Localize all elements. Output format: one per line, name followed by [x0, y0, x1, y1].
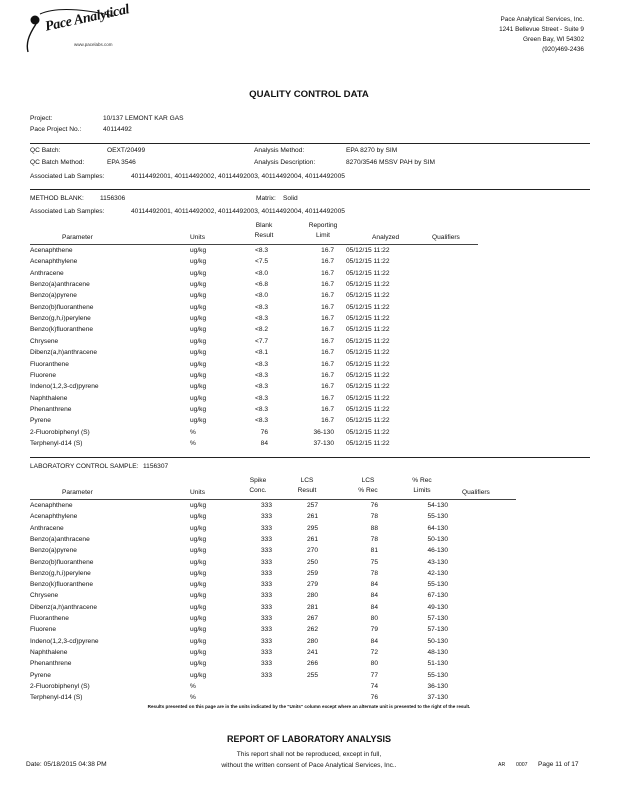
units-cell: ug/kg [190, 303, 207, 311]
divider [30, 143, 590, 144]
blank-result-cell: <7.5 [254, 258, 268, 266]
blank-result-cell: 76 [260, 428, 268, 436]
reporting-limit-cell: 16.7 [321, 360, 334, 368]
units-cell: % [190, 428, 196, 436]
parameter-cell: Fluorene [30, 371, 57, 379]
units-cell: ug/kg [190, 394, 207, 402]
column-header-qualifiers: Qualifiers [462, 489, 490, 496]
parameter-cell: Pyrene [30, 671, 51, 679]
units-cell: ug/kg [190, 592, 207, 600]
table-row [0, 316, 618, 327]
analyzed-cell: 05/12/15 11:22 [346, 315, 390, 323]
analyzed-cell: 05/12/15 11:22 [346, 439, 390, 447]
table-row [0, 305, 618, 316]
table-row [0, 282, 618, 293]
divider [30, 189, 590, 190]
reporting-limit-cell: 36-130 [313, 428, 334, 436]
lcs-result-cell: 261 [306, 535, 318, 543]
lcs-result-cell: 257 [306, 502, 318, 509]
header-text: % Rec [358, 486, 378, 494]
analysis-method-value: EPA 8270 by SIM [346, 147, 398, 154]
rec-limits-cell: 57-130 [427, 615, 448, 622]
rec-limits-cell: 50-130 [427, 637, 448, 645]
units-cell: ug/kg [190, 349, 207, 357]
rec-limits-cell: 55-130 [427, 513, 448, 521]
table-row [0, 593, 618, 604]
method-blank-label: METHOD BLANK: [30, 195, 84, 202]
report-date: Date: 05/18/2015 04:38 PM [26, 761, 107, 768]
reporting-limit-cell: 16.7 [321, 303, 334, 311]
table-row [0, 384, 618, 395]
units-cell: ug/kg [190, 603, 207, 611]
parameter-cell: Dibenz(a,h)anthracene [30, 603, 98, 611]
header-text: Reporting [308, 222, 338, 229]
units-cell: ug/kg [190, 513, 207, 521]
column-header-spike-conc [236, 476, 280, 495]
units-cell: ug/kg [190, 535, 207, 543]
lcs-result-cell: 281 [306, 603, 318, 611]
reporting-limit-cell: 16.7 [321, 258, 334, 266]
table-row [0, 271, 618, 282]
blank-result-cell: <8.2 [254, 326, 268, 334]
lcs-rec-cell: 88 [370, 524, 378, 532]
address-line: Green Bay, WI 54302 [523, 36, 584, 43]
lcs-result-cell: 280 [306, 637, 318, 645]
qc-batch-method-value: EPA 3546 [107, 159, 136, 166]
analyzed-cell: 05/12/15 11:22 [346, 383, 390, 391]
rec-limits-cell: 48-130 [427, 648, 448, 656]
parameter-cell: 2-Fluorobiphenyl (S) [30, 428, 90, 436]
parameter-cell: Chrysene [30, 337, 59, 345]
units-cell: ug/kg [190, 405, 207, 413]
units-cell: ug/kg [190, 524, 207, 532]
rec-limits-cell: 43-130 [427, 558, 448, 566]
lcs-rec-cell: 76 [370, 694, 378, 702]
report-title: REPORT OF LABORATORY ANALYSIS [226, 734, 392, 744]
table-row [0, 526, 618, 537]
units-cell: ug/kg [190, 671, 207, 679]
units-cell: ug/kg [190, 502, 207, 509]
page-number: Page 11 of 17 [538, 761, 579, 768]
blank-result-cell: <8.3 [254, 371, 268, 379]
column-header-rec-limits [400, 476, 444, 495]
column-header-lcs-result [284, 476, 330, 495]
analyzed-cell: 05/12/15 11:22 [346, 405, 390, 413]
matrix-label: Matrix: [256, 195, 276, 202]
header-text: Blank [255, 222, 273, 229]
parameter-cell: Benzo(a)anthracene [30, 281, 90, 289]
parameter-cell: Dibenz(a,h)anthracene [30, 349, 98, 357]
units-cell: % [190, 694, 196, 702]
lcs-rec-cell: 78 [370, 569, 378, 577]
footer-line-1: This report shall not be reproduced, except in full, [236, 751, 382, 758]
associated-samples-label: Associated Lab Samples: [30, 208, 105, 215]
lcs-rec-cell: 84 [370, 592, 378, 600]
column-header-parameter: Parameter [62, 234, 93, 241]
units-cell: ug/kg [190, 648, 207, 656]
analyzed-cell: 05/12/15 11:22 [346, 360, 390, 368]
parameter-cell: Benzo(a)anthracene [30, 535, 90, 543]
spike-conc-cell: 333 [260, 615, 272, 622]
column-header-blank [242, 221, 286, 240]
reporting-limit-cell: 16.7 [321, 349, 334, 357]
header-text: Spike [249, 477, 267, 484]
lcs-result-cell: 250 [306, 558, 318, 566]
header-text: Result [297, 486, 317, 494]
lcs-rec-cell: 84 [370, 637, 378, 645]
parameter-cell: Fluorene [30, 626, 57, 634]
rec-limits-cell: 46-130 [427, 547, 448, 555]
blank-result-cell: 84 [260, 439, 268, 447]
pace-logo [18, 2, 138, 56]
associated-samples-value: 40114492001, 40114492002, 40114492003, 40114492004, 40114492005 [131, 208, 345, 215]
units-cell: ug/kg [190, 626, 207, 634]
analyzed-cell: 05/12/15 11:22 [346, 303, 390, 311]
units-cell: % [190, 439, 196, 447]
pace-project-label: Pace Project No.: [30, 126, 82, 133]
lcs-result-cell: 279 [306, 581, 318, 589]
units-cell: ug/kg [190, 660, 207, 668]
table-row [0, 418, 618, 429]
table-row [0, 441, 618, 452]
reporting-limit-cell: 16.7 [321, 281, 334, 289]
lcs-rec-cell: 79 [370, 626, 378, 634]
logo-wordmark: Pace Analytical [43, 2, 131, 35]
table-row [0, 407, 618, 418]
analyzed-cell: 05/12/15 11:22 [346, 371, 390, 379]
analyzed-cell: 05/12/15 11:22 [346, 428, 390, 436]
units-cell: ug/kg [190, 360, 207, 368]
lcs-result-cell: 259 [306, 569, 318, 577]
address-line: 1241 Bellevue Street - Suite 9 [499, 26, 584, 33]
column-header-lcs-rec [346, 476, 390, 495]
associated-samples-label: Associated Lab Samples: [30, 173, 105, 180]
lcs-rec-cell: 81 [370, 547, 378, 555]
units-cell: ug/kg [190, 558, 207, 566]
pace-project-value: 40114492 [103, 126, 132, 133]
spike-conc-cell: 333 [260, 558, 272, 566]
lcs-rec-cell: 84 [370, 581, 378, 589]
analysis-description-value: 8270/3546 MSSV PAH by SIM [346, 159, 435, 166]
lcs-result-cell: 267 [306, 615, 318, 622]
footer-code: AR [498, 762, 506, 768]
analyzed-cell: 05/12/15 11:22 [346, 326, 390, 334]
company-address [499, 15, 584, 55]
spike-conc-cell: 333 [260, 626, 272, 634]
results-note: Results presented on this page are in the units indicated by the "Units" column except where an alternate unit is presented to the right of the result. [147, 704, 471, 709]
lcs-rec-cell: 75 [370, 558, 378, 566]
column-header-units: Units [190, 234, 206, 241]
parameter-cell: Acenaphthylene [30, 258, 78, 266]
table-row [0, 673, 618, 684]
table-row [0, 339, 618, 350]
parameter-cell: Benzo(b)fluoranthene [30, 558, 94, 566]
rec-limits-cell: 67-130 [427, 592, 448, 600]
analyzed-cell: 05/12/15 11:22 [346, 292, 390, 300]
reporting-limit-cell: 16.7 [321, 247, 334, 254]
units-cell: ug/kg [190, 247, 207, 254]
table-row [0, 661, 618, 672]
lcs-rec-cell: 80 [370, 615, 378, 622]
spike-conc-cell: 333 [260, 535, 272, 543]
header-text: Conc. [249, 486, 267, 494]
table-row [0, 639, 618, 650]
spike-conc-cell: 333 [260, 513, 272, 521]
lcs-result-cell: 255 [306, 671, 318, 679]
parameter-cell: Fluoranthene [30, 615, 69, 622]
reporting-limit-cell: 16.7 [321, 337, 334, 345]
reporting-limit-cell: 16.7 [321, 269, 334, 277]
parameter-cell: Indeno(1,2,3-cd)pyrene [30, 637, 99, 645]
parameter-cell: Benzo(a)pyrene [30, 292, 77, 300]
spike-conc-cell: 333 [260, 592, 272, 600]
footer-code: 0007 [516, 762, 528, 768]
rec-limits-cell: 54-130 [427, 502, 448, 509]
parameter-cell: Terphenyl-d14 (S) [30, 439, 83, 447]
analysis-description-label: Analysis Description: [254, 159, 316, 166]
address-line: (920)469-2436 [542, 46, 584, 53]
parameter-cell: Naphthalene [30, 648, 68, 656]
parameter-cell: Phenanthrene [30, 660, 72, 668]
project-label: Project: [30, 115, 53, 122]
column-header-units: Units [190, 489, 206, 496]
units-cell: ug/kg [190, 417, 207, 425]
units-cell: ug/kg [190, 569, 207, 577]
parameter-cell: Anthracene [30, 269, 64, 277]
parameter-cell: Phenanthrene [30, 405, 72, 413]
table-row [0, 259, 618, 270]
units-cell: ug/kg [190, 337, 207, 345]
parameter-cell: Fluoranthene [30, 360, 69, 368]
parameter-cell: Pyrene [30, 417, 51, 425]
lcs-rec-cell: 72 [370, 648, 378, 656]
lcs-rec-cell: 80 [370, 660, 378, 668]
parameter-cell: Acenaphthene [30, 502, 73, 509]
analyzed-cell: 05/12/15 11:22 [346, 349, 390, 357]
table-row [0, 362, 618, 373]
parameter-cell: Anthracene [30, 524, 64, 532]
parameter-cell: Benzo(g,h,i)perylene [30, 315, 91, 323]
parameter-cell: Benzo(b)fluoranthene [30, 303, 94, 311]
blank-result-cell: <8.3 [254, 247, 268, 254]
units-cell: ug/kg [190, 581, 207, 589]
qc-batch-method-label: QC Batch Method: [30, 159, 85, 166]
lcs-rec-cell: 84 [370, 603, 378, 611]
spike-conc-cell: 333 [260, 660, 272, 668]
units-cell: ug/kg [190, 269, 207, 277]
blank-result-cell: <8.3 [254, 360, 268, 368]
blank-result-cell: <8.3 [254, 405, 268, 413]
qc-batch-label: QC Batch: [30, 147, 61, 154]
parameter-cell: Acenaphthylene [30, 513, 78, 521]
method-blank-id: 1156306 [100, 195, 126, 202]
lcs-rec-cell: 78 [370, 513, 378, 521]
lcs-rec-cell: 78 [370, 535, 378, 543]
units-cell: ug/kg [190, 281, 207, 289]
lcs-result-cell: 295 [306, 524, 318, 532]
blank-result-cell: <8.0 [254, 292, 268, 300]
blank-result-cell: <8.1 [254, 349, 268, 357]
table-row [0, 350, 618, 361]
parameter-cell: 2-Fluorobiphenyl (S) [30, 682, 90, 690]
qc-batch-value: OEXT/20499 [107, 147, 146, 154]
parameter-cell: Indeno(1,2,3-cd)pyrene [30, 383, 99, 391]
header-text: LCS [361, 477, 375, 484]
table-row [0, 514, 618, 525]
units-cell: ug/kg [190, 258, 207, 266]
analyzed-cell: 05/12/15 11:22 [346, 394, 390, 402]
parameter-cell: Benzo(g,h,i)perylene [30, 569, 91, 577]
rec-limits-cell: 37-130 [427, 694, 448, 702]
units-cell: ug/kg [190, 315, 207, 323]
blank-result-cell: <8.3 [254, 315, 268, 323]
units-cell: ug/kg [190, 547, 207, 555]
blank-result-cell: <8.3 [254, 383, 268, 391]
spike-conc-cell: 333 [260, 581, 272, 589]
units-cell: % [190, 682, 196, 690]
project-value: 10/137 LEMONT KAR GAS [103, 115, 184, 122]
reporting-limit-cell: 16.7 [321, 371, 334, 379]
footer-line-2: without the written consent of Pace Analytical Services, Inc.. [221, 762, 397, 769]
units-cell: ug/kg [190, 326, 207, 334]
reporting-limit-cell: 16.7 [321, 315, 334, 323]
spike-conc-cell: 333 [260, 569, 272, 577]
rec-limits-cell: 55-130 [427, 671, 448, 679]
rec-limits-cell: 64-130 [427, 524, 448, 532]
lcs-rec-cell: 76 [370, 502, 378, 509]
lcs-result-cell: 261 [306, 513, 318, 521]
blank-result-cell: <8.3 [254, 394, 268, 402]
rec-limits-cell: 49-130 [427, 603, 448, 611]
parameter-cell: Benzo(k)fluoranthene [30, 581, 94, 589]
analyzed-cell: 05/12/15 11:22 [346, 417, 390, 425]
units-cell: ug/kg [190, 292, 207, 300]
blank-result-cell: <8.3 [254, 303, 268, 311]
table-row [0, 373, 618, 384]
table-row [0, 548, 618, 559]
lcs-rec-cell: 77 [370, 671, 378, 679]
page-title: QUALITY CONTROL DATA [249, 89, 369, 100]
spike-conc-cell: 333 [260, 547, 272, 555]
spike-conc-cell: 333 [260, 524, 272, 532]
reporting-limit-cell: 16.7 [321, 326, 334, 334]
header-text: LCS [300, 477, 314, 484]
analyzed-cell: 05/12/15 11:22 [346, 281, 390, 289]
header-text: Result [254, 231, 274, 239]
analysis-method-label: Analysis Method: [254, 147, 305, 154]
header-text: % Rec [412, 477, 432, 484]
reporting-limit-cell: 16.7 [321, 394, 334, 402]
header-underline [30, 499, 516, 500]
header-text: Limits [413, 486, 431, 494]
matrix-value: Solid [283, 195, 298, 202]
blank-result-cell: <8.0 [254, 269, 268, 277]
reporting-limit-cell: 37-130 [313, 439, 334, 447]
reporting-limit-cell: 16.7 [321, 417, 334, 425]
parameter-cell: Terphenyl-d14 (S) [30, 694, 83, 702]
spike-conc-cell: 333 [260, 648, 272, 656]
rec-limits-cell: 36-130 [427, 682, 448, 690]
rec-limits-cell: 42-130 [427, 569, 448, 577]
lcs-result-cell: 270 [306, 547, 318, 555]
units-cell: ug/kg [190, 371, 207, 379]
rec-limits-cell: 50-130 [427, 535, 448, 543]
parameter-cell: Benzo(a)pyrene [30, 547, 77, 555]
blank-result-cell: <6.8 [254, 281, 268, 289]
blank-result-cell: <7.7 [254, 337, 268, 345]
reporting-limit-cell: 16.7 [321, 292, 334, 300]
spike-conc-cell: 333 [260, 671, 272, 679]
column-header-parameter: Parameter [62, 489, 93, 496]
reporting-limit-cell: 16.7 [321, 383, 334, 391]
parameter-cell: Acenaphthene [30, 247, 73, 254]
analyzed-cell: 05/12/15 11:22 [346, 337, 390, 345]
lcs-id: 1156307 [143, 463, 169, 470]
logo-url: www.pacelabs.com [74, 42, 113, 47]
table-row [0, 684, 618, 695]
units-cell: ug/kg [190, 637, 207, 645]
column-header-qualifiers: Qualifiers [432, 234, 460, 241]
table-row [0, 430, 618, 441]
spike-conc-cell: 333 [260, 637, 272, 645]
analyzed-cell: 05/12/15 11:22 [346, 258, 390, 266]
associated-samples-value: 40114492001, 40114492002, 40114492003, 40114492004, 40114492005 [131, 173, 345, 180]
units-cell: ug/kg [190, 615, 207, 622]
address-line: Pace Analytical Services, Inc. [500, 16, 584, 23]
lcs-result-cell: 266 [306, 660, 318, 668]
analyzed-cell: 05/12/15 11:22 [346, 269, 390, 277]
table-row [0, 293, 618, 304]
parameter-cell: Naphthalene [30, 394, 68, 402]
table-row [0, 248, 618, 259]
table-row [0, 396, 618, 407]
table-row [0, 560, 618, 571]
header-text: Limit [316, 231, 330, 239]
parameter-cell: Chrysene [30, 592, 59, 600]
parameter-cell: Benzo(k)fluoranthene [30, 326, 94, 334]
lcs-result-cell: 280 [306, 592, 318, 600]
table-row [0, 327, 618, 338]
column-header-analyzed: Analyzed [372, 234, 400, 241]
lcs-label: LABORATORY CONTROL SAMPLE: [30, 463, 139, 470]
rec-limits-cell: 57-130 [427, 626, 448, 634]
lcs-rec-cell: 74 [370, 682, 378, 690]
header-underline [30, 244, 478, 245]
rec-limits-cell: 55-130 [427, 581, 448, 589]
spike-conc-cell: 333 [260, 502, 272, 509]
blank-result-cell: <8.3 [254, 417, 268, 425]
column-header-reporting-limit [298, 221, 348, 240]
rec-limits-cell: 51-130 [427, 660, 448, 668]
spike-conc-cell: 333 [260, 603, 272, 611]
analyzed-cell: 05/12/15 11:22 [346, 247, 390, 254]
units-cell: ug/kg [190, 383, 207, 391]
reporting-limit-cell: 16.7 [321, 405, 334, 413]
table-row [0, 627, 618, 638]
lcs-result-cell: 262 [306, 626, 318, 634]
divider [30, 457, 590, 458]
lcs-result-cell: 241 [306, 648, 318, 656]
